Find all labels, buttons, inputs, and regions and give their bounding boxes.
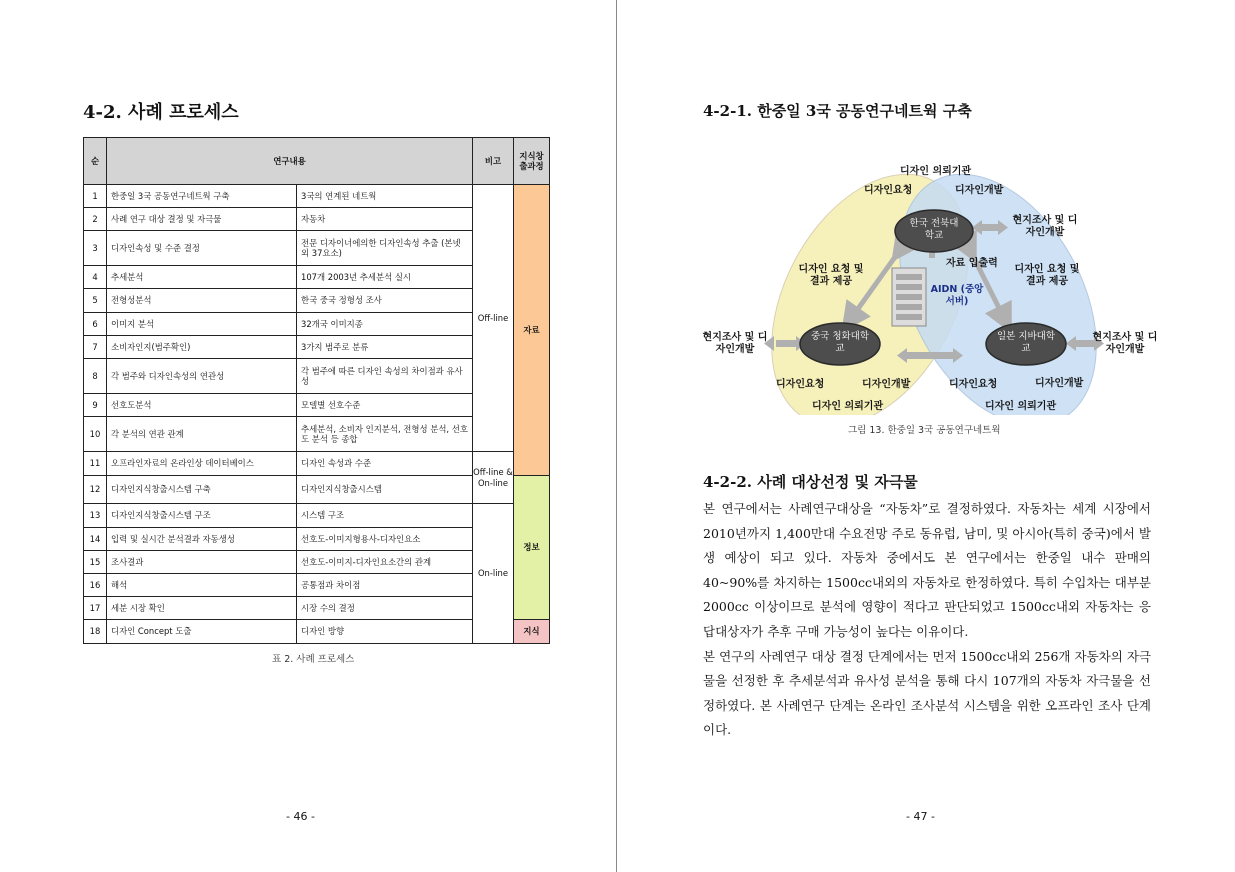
row-item: 전형성분석 (107, 289, 297, 313)
label-bottom-left-request: 디자인요청 (776, 379, 825, 390)
row-item: 사례 연구 대상 결정 및 자극물 (107, 208, 297, 231)
row-no: 15 (84, 551, 107, 574)
row-no: 18 (84, 620, 107, 644)
note-online: On-line (473, 504, 514, 644)
row-item: 디자인지식창출시스템 구축 (107, 476, 297, 504)
page-number-left: - 46 - (286, 810, 315, 823)
label-data-io: 자료 입출력 (946, 258, 998, 269)
china-node-label: 중국 청화대학교 (810, 331, 870, 354)
japan-node-label: 일본 지바대학교 (996, 331, 1056, 354)
row-detail: 한국 중국 정형성 조사 (297, 289, 473, 313)
row-no: 3 (84, 231, 107, 266)
row-no: 13 (84, 504, 107, 528)
section-title-4-2-1: 4-2-1. 한중일 3국 공동연구네트웍 구축 (703, 102, 972, 120)
label-bottom-right-request: 디자인요청 (949, 379, 998, 390)
row-detail: 자동차 (297, 208, 473, 231)
label-survey-top-right: 현지조사 및 디자인개발 (1012, 215, 1078, 238)
table-caption: 표 2. 사례 프로세스 (272, 654, 355, 665)
header-no: 순 (84, 138, 107, 185)
label-top-develop: 디자인개발 (955, 185, 1004, 196)
row-detail: 공통점과 차이점 (297, 574, 473, 597)
row-no: 10 (84, 417, 107, 452)
body-text (703, 497, 1151, 743)
row-detail: 선호도-이미지형용사-디자인요소 (297, 528, 473, 551)
row-item: 조사결과 (107, 551, 297, 574)
label-bottom-left-develop: 디자인개발 (862, 379, 911, 390)
row-item: 각 분석의 연관 관계 (107, 417, 297, 452)
row-item: 한중일 3국 공동연구네트웍 구축 (107, 185, 297, 208)
header-note: 비고 (473, 138, 514, 185)
label-right-mid: 디자인 요청 및 결과 제공 (1014, 264, 1080, 287)
row-item: 각 범주와 디자인속성의 연관성 (107, 359, 297, 394)
paragraph-2: 본 연구의 사례연구 대상 결정 단계에서는 먼저 1500cc내외 256개 자동차의 자극물을 선정한 후 추세분석과 유사성 분석을 통해 다시 107개의 자동차 자극물을 선정하였다. 본 사례연구 단계는 온라인 조사분석 시스템을 위한 오프라인 조사 단계이다. (703, 648, 1151, 738)
row-no: 7 (84, 336, 107, 359)
table-row (84, 452, 550, 476)
row-detail: 시장 수의 결정 (297, 597, 473, 620)
page-divider (616, 0, 617, 872)
note-offline-online: Off-line & On-line (473, 452, 514, 504)
label-top-institution: 디자인 의뢰기관 (900, 166, 972, 177)
row-detail: 디자인 속성과 수준 (297, 452, 473, 476)
row-item: 선호도분석 (107, 394, 297, 417)
row-no: 16 (84, 574, 107, 597)
row-item: 오프라인자료의 온라인상 데이터베이스 (107, 452, 297, 476)
stage-knowledge: 지식 (514, 620, 550, 644)
label-survey-right: 현지조사 및 디자인개발 (1092, 332, 1158, 355)
label-left-mid: 디자인 요청 및 결과 제공 (798, 264, 864, 287)
row-no: 6 (84, 313, 107, 336)
row-no: 14 (84, 528, 107, 551)
section-title-4-2-2: 4-2-2. 사례 대상선정 및 자극물 (703, 473, 918, 491)
row-detail: 선호도-이미지-디자인요소간의 관계 (297, 551, 473, 574)
row-item: 디자인속성 및 수준 결정 (107, 231, 297, 266)
section-title-4-2: 4-2. 사례 프로세스 (83, 102, 239, 123)
row-detail: 추세분석, 소비자 인지분석, 전형성 분석, 선호도 분석 등 종합 (297, 417, 473, 452)
header-content: 연구내용 (107, 138, 473, 185)
server-label: AIDN (중앙서버) (930, 284, 984, 307)
row-no: 17 (84, 597, 107, 620)
label-top-request: 디자인요청 (864, 185, 913, 196)
korea-node-label: 한국 전북대학교 (909, 218, 959, 241)
row-item: 이미지 분석 (107, 313, 297, 336)
paragraph-1: 본 연구에서는 사례연구대상을 “자동차”로 결정하였다. 자동차는 세계 시장에서 2010년까지 1,400만대 수요전망 주로 동유럽, 남미, 및 아시아(특히 중국)에서 발생 예상이 되고 있다. 자동차 중에서도 본 연구에서는 한중일 내수 판매의 40~90%를 차지하는 1500cc내외의 자동차로 한정하였다. 특히 수입차는 대부분 2000cc 이상이므로 분석에 영향이 적다고 판단되었고 1500cc내외 자동차는 응답대상자가 추후 구매 가능성이 높다는 이유이다. (703, 501, 1151, 639)
row-detail: 전문 디자이너에의한 디자인속성 추출 (본넷 외 37요소) (297, 231, 473, 266)
row-item: 소비자인지(범주확인) (107, 336, 297, 359)
row-no: 5 (84, 289, 107, 313)
row-item: 추세분석 (107, 266, 297, 289)
row-item: 디자인지식창출시스템 구조 (107, 504, 297, 528)
row-no: 1 (84, 185, 107, 208)
row-detail: 디자인지식창출시스템 (297, 476, 473, 504)
row-detail: 32개국 이미지종 (297, 313, 473, 336)
label-bottom-left-institution: 디자인 의뢰기관 (812, 401, 884, 412)
row-detail: 3국의 연계된 네트웍 (297, 185, 473, 208)
table-header-row (84, 138, 550, 185)
header-stage: 지식창출과정 (514, 138, 550, 185)
row-no: 8 (84, 359, 107, 394)
note-offline: Off-line (473, 185, 514, 452)
server-icon (892, 268, 926, 326)
row-detail: 시스템 구조 (297, 504, 473, 528)
label-survey-left: 현지조사 및 디자인개발 (702, 332, 768, 355)
label-bottom-right-develop: 디자인개발 (1035, 378, 1084, 389)
table-row (84, 185, 550, 208)
table-row (84, 504, 550, 528)
network-diagram (700, 160, 1160, 415)
figure-caption: 그림 13. 한중일 3국 공동연구네트웍 (848, 425, 1001, 436)
row-detail: 모델별 선호수준 (297, 394, 473, 417)
row-no: 4 (84, 266, 107, 289)
row-item: 세분 시장 확인 (107, 597, 297, 620)
stage-info: 정보 (514, 476, 550, 620)
arrow-china-survey (776, 340, 796, 347)
row-no: 9 (84, 394, 107, 417)
row-item: 해석 (107, 574, 297, 597)
process-table (83, 137, 550, 644)
arrow-china-japan (905, 352, 955, 359)
row-item: 입력 및 실시간 분석결과 자동생성 (107, 528, 297, 551)
row-detail: 3가지 범주로 분류 (297, 336, 473, 359)
row-item: 디자인 Concept 도출 (107, 620, 297, 644)
row-no: 12 (84, 476, 107, 504)
row-no: 2 (84, 208, 107, 231)
stage-data: 자료 (514, 185, 550, 476)
page-number-right: - 47 - (906, 810, 935, 823)
row-detail: 107개 2003년 추세분석 실시 (297, 266, 473, 289)
row-no: 11 (84, 452, 107, 476)
label-bottom-right-institution: 디자인 의뢰기관 (985, 401, 1057, 412)
row-detail: 각 범주에 따른 디자인 속성의 차이점과 유사성 (297, 359, 473, 394)
row-detail: 디자인 방향 (297, 620, 473, 644)
